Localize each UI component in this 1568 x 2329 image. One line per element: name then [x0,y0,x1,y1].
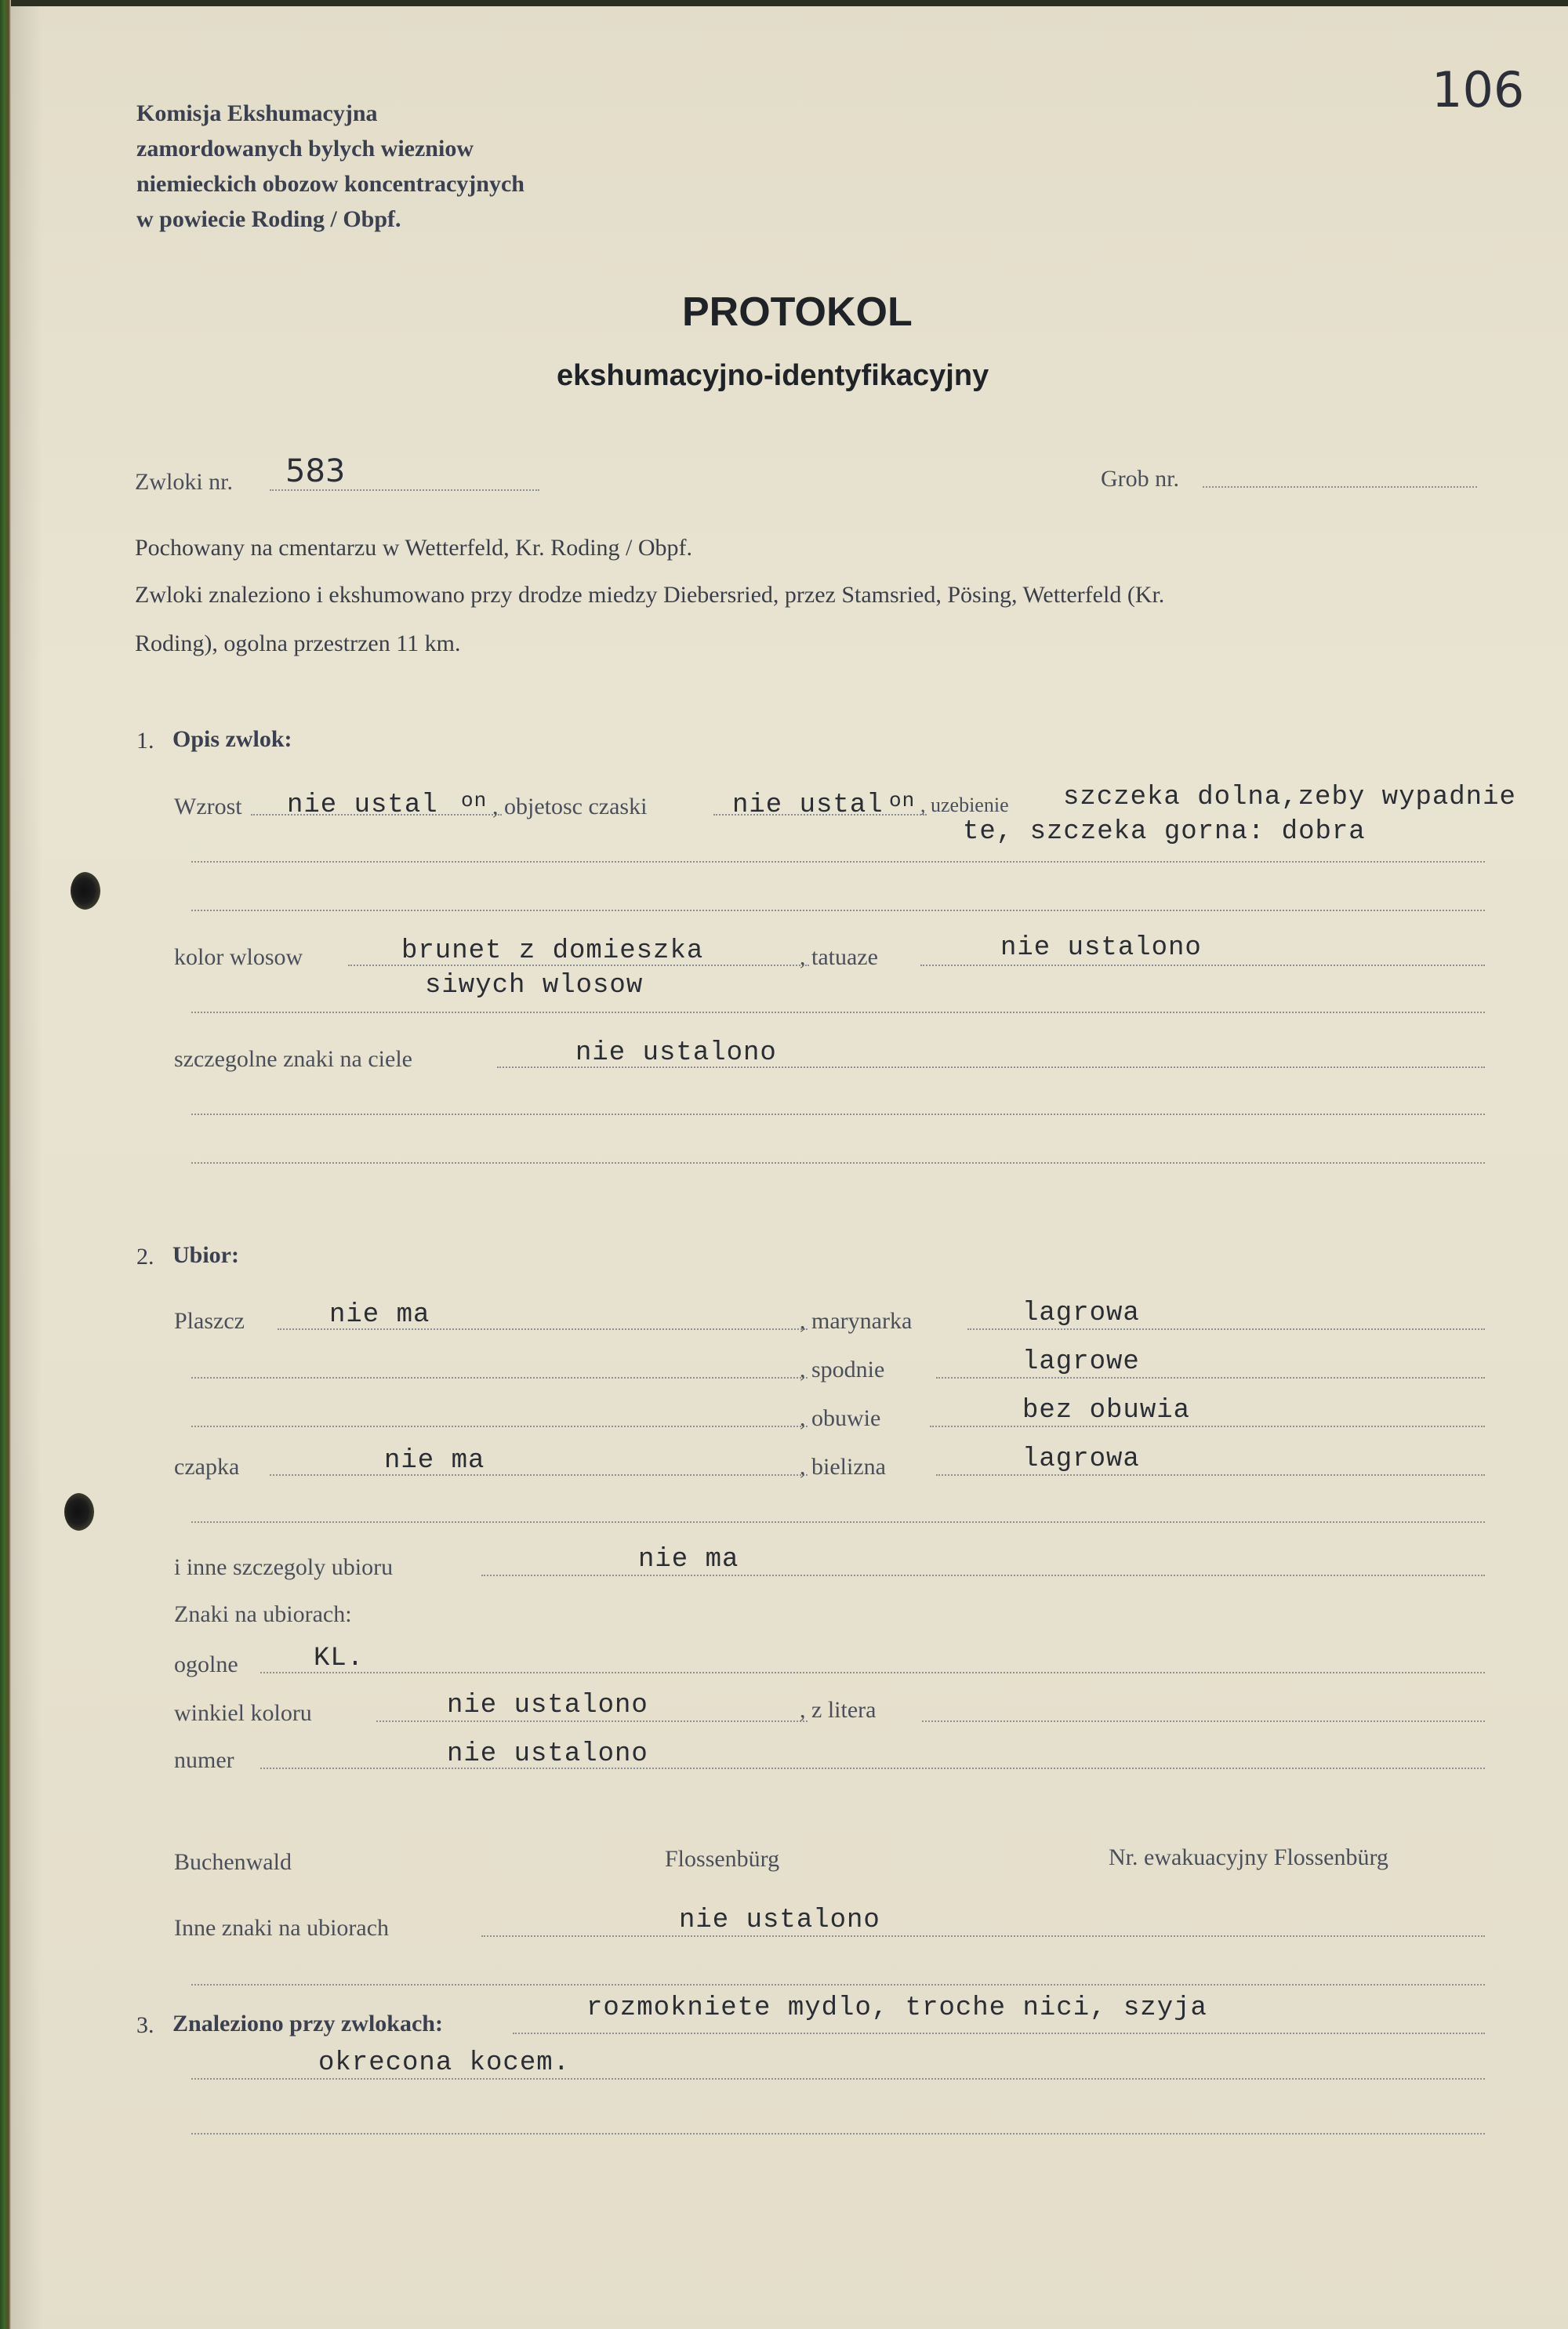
tattoo-value: nie ustalono [1000,933,1202,963]
underwear-value: lagrowa [1022,1444,1140,1474]
section-2-number: 2. [136,1244,154,1270]
found-items-line [513,2033,1485,2034]
teeth-line-3 [191,910,1485,911]
section-3-heading: Znaleziono przy zwlokach: [172,2011,443,2037]
angle-color-value: nie ustalono [447,1691,648,1720]
shoes-line [930,1426,1485,1427]
grave-number-line [1203,486,1477,488]
jacket-line [967,1328,1485,1330]
other-details-value: nie ma [638,1545,739,1575]
section-1-number: 1. [136,728,154,754]
header-line-2: zamordowanych bylych wiezniow [136,136,474,162]
other-clothing-marks-value: nie ustalono [679,1906,880,1935]
shoes-value: bez obuwia [1022,1396,1191,1426]
other-clothing-marks-label: Inne znaki na ubiorach [174,1915,390,1941]
angle-color-label: winkiel koloru [174,1700,312,1726]
found-items-line-3-rule [191,2133,1485,2135]
cap-label: czapka [174,1454,240,1480]
burial-text: Pochowany na cmentarzu w Wetterfeld, Kr. Roding / Obpf. [135,535,693,561]
found-text-line-2: Roding), ogolna przestrzen 11 km. [135,630,461,656]
section-1-heading: Opis zwlok: [172,726,292,752]
hair-value-line-2: siwych wlosow [425,971,644,1001]
page-number: 106 [1432,61,1525,118]
tattoo-label: , tatuaze [800,944,878,970]
hair-label: kolor wlosow [174,944,303,970]
found-items-line-2: okrecona kocem. [318,2048,571,2078]
cap-line [270,1474,808,1476]
document-page [11,6,1568,2329]
found-items-line-2-rule [191,2078,1485,2080]
section-3-number: 3. [136,2012,154,2038]
trousers-line [936,1377,1485,1379]
found-text-line-1: Zwloki znaleziono i ekshumowano przy drodze miedzy Diebersried, przez Stamsried, Pösing, Wetterfeld (Kr. [135,582,1165,608]
jacket-label: , marynarka [800,1308,913,1334]
number-value: nie ustalono [447,1739,648,1769]
camp-flossenburg: Flossenbürg [665,1846,780,1872]
evacuation-number-label: Nr. ewakuacyjny Flossenbürg [1109,1844,1388,1870]
other-clothing-marks-line-2 [191,1984,1485,1986]
teeth-value-line-2: te, szczeka gorna: dobra [963,817,1366,847]
trousers-left-line [191,1377,808,1379]
height-value-suffix: on [461,789,488,812]
hair-value-line-1: brunet z domieszka [401,936,704,966]
punch-hole-top [71,872,100,910]
body-marks-label: szczegolne znaki na ciele [174,1046,412,1072]
letter-line [922,1720,1485,1722]
grave-number-label: Grob nr. [1101,466,1179,492]
jacket-value: lagrowa [1022,1299,1140,1328]
skull-value: nie ustal [732,790,884,820]
underwear-line [936,1474,1485,1476]
other-details-label: i inne szczegoly ubioru [174,1554,394,1580]
scan-left-edge [0,0,11,2329]
teeth-label: , uzebienie [920,794,1009,816]
cap-value: nie ma [384,1446,485,1476]
camp-buchenwald: Buchenwald [174,1849,292,1875]
section-2-heading: Ubior: [172,1242,239,1268]
punch-hole-bottom [64,1493,94,1531]
found-items-line-1: rozmokniete mydlo, troche nici, szyja [586,1993,1207,2023]
shoes-label: , obuwie [800,1405,881,1431]
height-label: Wzrost [174,794,242,819]
body-marks-line-3 [191,1162,1485,1164]
body-number-line [270,489,539,491]
header-line-1: Komisja Ekshumacyjna [136,100,378,126]
hair-line-2 [191,1012,1485,1013]
body-number-value: 583 [285,453,346,489]
teeth-value-line-1: szczeka dolna,zeby wypadnie [1063,783,1516,812]
general-marks-label: ogolne [174,1651,238,1677]
letter-label: , z litera [800,1697,877,1723]
document-subtitle: ekshumacyjno-identyfikacyjny [557,359,989,392]
general-marks-line [260,1672,1485,1673]
coat-label: Plaszcz [174,1308,245,1334]
header-line-3: niemieckich obozow koncentracyjnych [136,171,524,197]
general-marks-value: KL. [314,1644,365,1673]
coat-value: nie ma [329,1300,430,1330]
height-value: nie ustal [287,790,438,820]
trousers-label: , spodnie [800,1357,885,1383]
angle-color-line [376,1720,808,1722]
body-marks-value: nie ustalono [575,1038,777,1068]
underwear-line-2 [191,1521,1485,1523]
skull-value-suffix: on [889,789,916,812]
header-line-4: w powiecie Roding / Obpf. [136,206,401,232]
teeth-line-2 [191,861,1485,863]
shoes-left-line [191,1426,808,1427]
number-line [260,1768,1485,1769]
skull-label: , objetosc czaski [492,794,648,819]
body-marks-line-2 [191,1114,1485,1115]
underwear-label: , bielizna [800,1454,886,1480]
body-number-label: Zwloki nr. [135,469,233,495]
number-label: numer [174,1747,234,1773]
other-details-line [481,1575,1485,1576]
clothing-marks-heading: Znaki na ubiorach: [174,1601,352,1627]
document-title: PROTOKOL [682,289,913,335]
other-clothing-marks-line [481,1935,1485,1937]
trousers-value: lagrowe [1022,1347,1140,1377]
tattoo-line [920,965,1485,966]
